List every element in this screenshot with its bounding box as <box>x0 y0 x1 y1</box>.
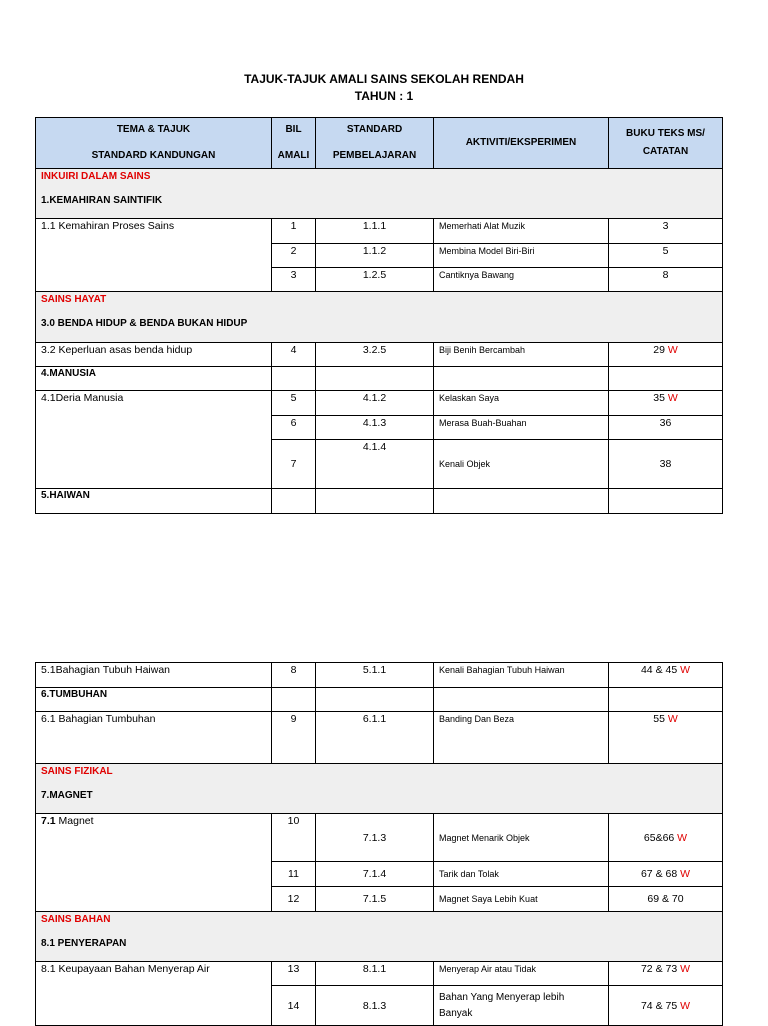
topic-cell: 4.1Deria Manusia <box>36 391 272 489</box>
section-row <box>36 292 723 343</box>
section-title: SAINS HAYAT <box>41 294 107 305</box>
section-title: SAINS FIZIKAL <box>41 766 113 777</box>
subsection-title: 5.HAIWAN <box>36 489 272 514</box>
document-subtitle: TAHUN : 1 <box>354 89 414 103</box>
practical-table-part-1 <box>35 117 723 514</box>
section-row <box>36 169 723 219</box>
topic-cell: 6.1 Bahagian Tumbuhan <box>36 712 272 764</box>
practical-table-part-2 <box>35 662 723 1026</box>
topic-cell: 3.2 Keperluan asas benda hidup <box>36 343 272 367</box>
section-row <box>36 764 723 814</box>
table-row: 4.1Deria Manusia 5 4.1.2 Kelaskan Saya 35 W <box>36 391 723 416</box>
table-row: 5.1Bahagian Tubuh Haiwan 8 5.1.1 Kenali Bahagian Tubuh Haiwan 44 & 45 W <box>36 663 723 688</box>
table-header-row <box>36 118 723 169</box>
section-subtitle: 8.1 PENYERAPAN <box>41 938 127 949</box>
topic-cell: 7.1 Magnet <box>36 814 272 912</box>
header-activity: AKTIVITI/EKSPERIMEN <box>434 118 609 169</box>
section-subtitle: 7.MAGNET <box>41 790 93 801</box>
document-title: TAJUK-TAJUK AMALI SAINS SEKOLAH RENDAH <box>244 72 524 86</box>
table-row: 14 8.1.3 Bahan Yang Menyerap lebih Banyak 74 & 75 W <box>36 986 723 1026</box>
table-row: 2 1.1.2 Membina Model Biri-Biri 5 <box>36 244 723 268</box>
table-row: 1.1 Kemahiran Proses Sains 1 1.1.1 Memerhati Alat Muzik 3 <box>36 219 723 244</box>
table-row: 6.1 Bahagian Tumbuhan 9 6.1.1 Banding Dan Beza 55 W <box>36 712 723 764</box>
subsection-title: 4.MANUSIA <box>36 367 272 391</box>
header-theme: TEMA & TAJUK STANDARD KANDUNGAN <box>36 118 272 169</box>
topic-cell: 1.1 Kemahiran Proses Sains <box>36 219 272 292</box>
table-row: 11 7.1.4 Tarik dan Tolak 67 & 68 W <box>36 862 723 887</box>
section-title: INKUIRI DALAM SAINS <box>41 171 151 182</box>
table-row: 3 1.2.5 Cantiknya Bawang 8 <box>36 268 723 292</box>
section-title: SAINS BAHAN <box>41 914 111 925</box>
section-subtitle: 1.KEMAHIRAN SAINTIFIK <box>41 195 163 206</box>
header-standard: STANDARD PEMBELAJARAN <box>316 118 434 169</box>
header-textbook: BUKU TEKS MS/ CATATAN <box>609 118 723 169</box>
table-row: 3.2 Keperluan asas benda hidup 4 3.2.5 Biji Benih Bercambah 29 W <box>36 343 723 367</box>
topic-cell: 8.1 Keupayaan Bahan Menyerap Air <box>36 962 272 1026</box>
table-row: 7.1 Magnet 10 7.1.3 Magnet Menarik Objek 65&66 W <box>36 814 723 862</box>
table-row: 8.1 Keupayaan Bahan Menyerap Air 13 8.1.1 Menyerap Air atau Tidak 72 & 73 W <box>36 962 723 986</box>
header-bil: BIL AMALI <box>272 118 316 169</box>
topic-cell: 5.1Bahagian Tubuh Haiwan <box>36 663 272 688</box>
subsection-title: 6.TUMBUHAN <box>36 688 272 712</box>
section-row <box>36 912 723 962</box>
table-row <box>36 367 723 391</box>
table-row <box>36 489 723 514</box>
table-row: 12 7.1.5 Magnet Saya Lebih Kuat 69 & 70 <box>36 887 723 912</box>
table-row: 6 4.1.3 Merasa Buah-Buahan 36 <box>36 416 723 440</box>
table-row <box>36 688 723 712</box>
table-row: 7 4.1.4 Kenali Objek 38 <box>36 440 723 489</box>
section-subtitle: 3.0 BENDA HIDUP & BENDA BUKAN HIDUP <box>41 318 248 329</box>
